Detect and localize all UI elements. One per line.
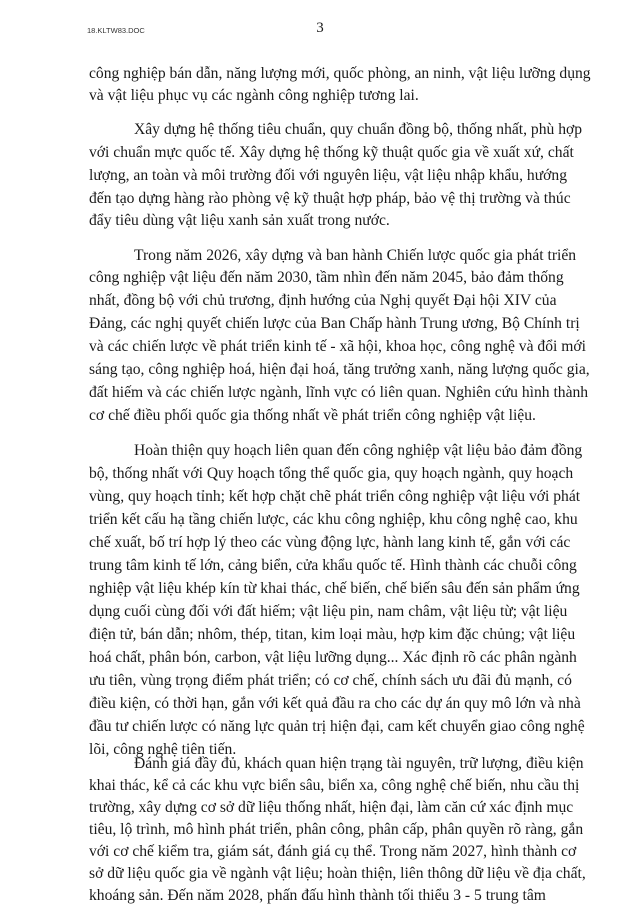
text-line: nghiệp vật liệu khép kín từ khai thác, chế biến, chế biến sâu đến sản phẩm ứng [89, 580, 580, 597]
text-line: triển kết cấu hạ tầng chiến lược, các khu công nghiệp, khu công nghệ cao, khu [89, 511, 578, 528]
text-line: trường, xây dựng cơ sở dữ liệu thống nhất, hiện đại, làm căn cứ xác định mục [89, 799, 574, 816]
text-line: chế xuất, bố trí hợp lý theo các vùng động lực, hành lang kinh tế, gắn với các [89, 534, 571, 551]
text-line: đến tạo dựng hàng rào phòng vệ kỹ thuật hợp pháp, bảo vệ thị trường và thúc [89, 190, 571, 207]
text-line: Đánh giá đầy đủ, khách quan hiện trạng tài nguyên, trữ lượng, điều kiện [134, 755, 584, 772]
text-line: bộ, thống nhất với Quy hoạch tổng thể quốc gia, quy hoạch ngành, quy hoạch [89, 465, 574, 482]
text-line: vùng, quy hoạch tỉnh; kết hợp chặt chẽ phát triển công nghiệp vật liệu với phát [89, 488, 581, 505]
text-line: và các chiến lược về phát triển kinh tế - xã hội, khoa học, công nghệ và đổi mới [89, 338, 586, 355]
text-line: Trong năm 2026, xây dựng và ban hành Chiến lược quốc gia phát triển [134, 247, 577, 264]
text-line: đất hiếm và các chiến lược ngành, lĩnh vực có liên quan. Nghiên cứu hình thành [89, 384, 589, 401]
text-line: sáng tạo, công nghiệp hoá, hiện đại hoá, tăng trưởng xanh, năng lượng quốc gia, [89, 361, 590, 378]
text-line: và vật liệu phục vụ các ngành công nghiệp tương lai. [89, 87, 419, 104]
text-line: với cơ chế kiểm tra, giám sát, đánh giá cụ thể. Trong năm 2027, hình thành cơ [89, 843, 577, 860]
page-number: 3 [316, 20, 324, 36]
text-line: trung tâm kinh tế lớn, cảng biển, cửa khẩu quốc tế. Hình thành các chuỗi công [89, 557, 577, 574]
text-line: với chuẩn mực quốc tế. Xây dựng hệ thống kỹ thuật quốc gia về xuất xứ, chất [89, 144, 574, 161]
text-line: khai thác, kể cả các khu vực biển sâu, biển xa, công nghệ chế biến, nhu cầu thị [89, 777, 580, 794]
text-line: tiêu, lộ trình, mô hình phát triển, phân công, phân cấp, phân quyền rõ ràng, gắn [89, 821, 584, 838]
text-line: hoá chất, phân bón, carbon, vật liệu lưỡng dụng... Xác định rõ các phân ngành [89, 649, 577, 666]
text-line: đẩy tiêu dùng vật liệu xanh sản xuất trong nước. [89, 212, 390, 229]
text-line: khoáng sản. Đến năm 2028, phấn đấu hình thành tối thiểu 3 - 5 trung tâm [89, 887, 546, 904]
text-line: Hoàn thiện quy hoạch liên quan đến công nghiệp vật liệu bảo đảm đồng [134, 442, 583, 459]
text-line: công nghiệp vật liệu đến năm 2030, tầm nhìn đến năm 2045, bảo đảm thống [89, 269, 564, 286]
text-line: Xây dựng hệ thống tiêu chuẩn, quy chuẩn đồng bộ, thống nhất, phù hợp [134, 121, 583, 138]
text-line: ưu tiên, vùng trọng điểm phát triển; có cơ chế, chính sách ưu đãi đủ mạnh, có [89, 672, 572, 689]
text-line: lượng, an toàn và môi trường đối với nguyên liệu, vật liệu nhập khẩu, hướng [89, 167, 567, 184]
text-line: lõi, công nghệ tiên tiến. [89, 741, 237, 758]
text-line: công nghiệp bán dẫn, năng lượng mới, quốc phòng, an ninh, vật liệu lưỡng dụng [89, 65, 591, 82]
document-code: 18.KLTW83.DOC [87, 26, 145, 35]
text-line: đầu tư chiến lược có năng lực quản trị hiện đại, cam kết chuyển giao công nghệ [89, 718, 585, 735]
text-line: sở dữ liệu quốc gia về ngành vật liệu; hoàn thiện, liên thông dữ liệu về địa chất, [89, 865, 586, 882]
text-line: nhất, đồng bộ với chủ trương, định hướng của Nghị quyết Đại hội XIV của [89, 292, 557, 309]
text-line: Đảng, các nghị quyết chiến lược của Ban Chấp hành Trung ương, Bộ Chính trị [89, 315, 580, 332]
text-line: dụng cuối cùng đối với đất hiếm; vật liệu pin, nam châm, vật liệu từ; vật liệu [89, 603, 568, 620]
text-line: cơ chế điều phối quốc gia thống nhất về phát triển công nghiệp vật liệu. [89, 407, 536, 424]
text-line: điện tử, bán dẫn; nhôm, thép, titan, kim loại màu, hợp kim đặc chủng; vật liệu [89, 626, 576, 643]
text-line: điều kiện, có thời hạn, gắn với kết quả đầu ra cho các dự án quy mô lớn và nhà [89, 695, 581, 712]
